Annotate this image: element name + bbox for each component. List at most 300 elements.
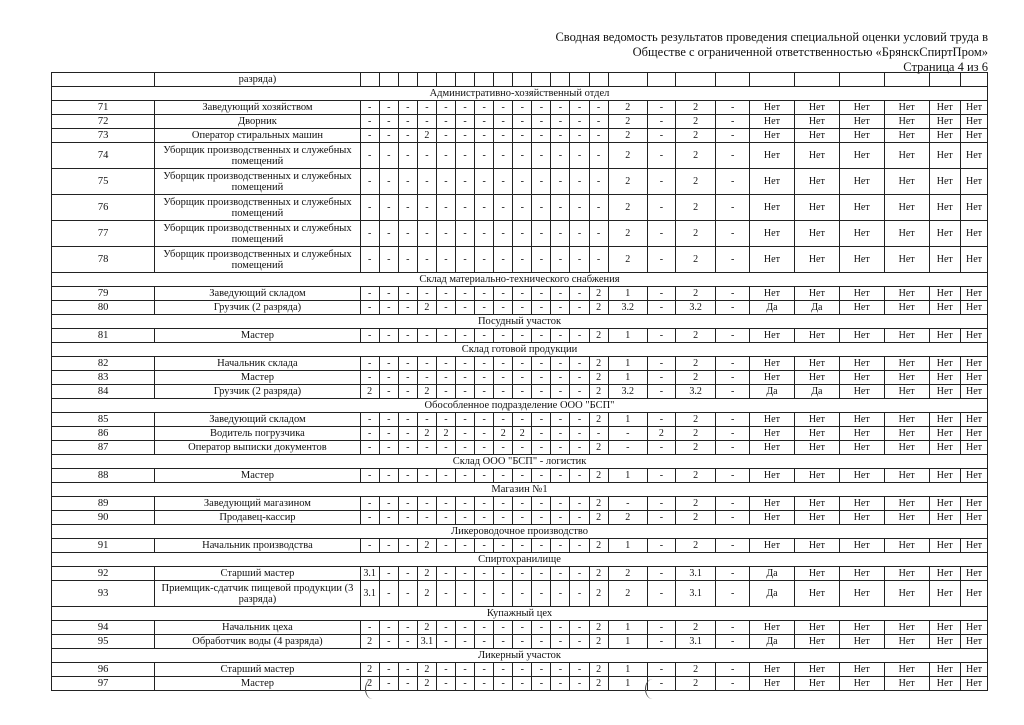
position-name: Начальник склада — [155, 357, 360, 371]
factor-class-cell: - — [551, 677, 570, 691]
factor-class-cell: 2 — [589, 357, 608, 371]
factor-class-cell: 2 — [675, 427, 715, 441]
factor-class-cell: - — [379, 635, 398, 649]
yes-no-cell: Нет — [960, 469, 987, 483]
factor-class-cell: - — [716, 413, 750, 427]
row-number: 75 — [52, 169, 155, 195]
factor-class-cell: 2 — [675, 169, 715, 195]
factor-class-cell: 2 — [589, 329, 608, 343]
factor-class-cell: - — [589, 221, 608, 247]
table-row — [52, 143, 988, 169]
factor-class-cell: - — [456, 413, 475, 427]
factor-class-cell: 1 — [608, 663, 647, 677]
factor-class-cell: - — [513, 329, 532, 343]
yes-no-cell: Нет — [884, 663, 929, 677]
factor-class-cell: - — [570, 101, 589, 115]
factor-class-cell: - — [716, 195, 750, 221]
table-row — [52, 677, 988, 691]
row-number: 76 — [52, 195, 155, 221]
yes-no-cell: Нет — [884, 385, 929, 399]
factor-class-cell: 2 — [589, 497, 608, 511]
factor-class-cell: - — [513, 677, 532, 691]
factor-class-cell: - — [475, 115, 494, 129]
factor-class-cell: - — [379, 677, 398, 691]
yes-no-cell: Нет — [960, 581, 987, 607]
factor-class-cell: - — [647, 221, 675, 247]
factor-class-cell: - — [494, 469, 513, 483]
factor-class-cell: - — [551, 497, 570, 511]
yes-no-cell: Нет — [884, 621, 929, 635]
yes-no-cell: Нет — [884, 247, 929, 273]
factor-class-cell: 1 — [608, 413, 647, 427]
factor-class-cell: 2 — [494, 427, 513, 441]
yes-no-cell: Нет — [960, 221, 987, 247]
yes-no-cell: Нет — [750, 169, 795, 195]
factor-class-cell: 1 — [608, 469, 647, 483]
factor-class-cell: - — [716, 129, 750, 143]
factor-class-cell: - — [716, 469, 750, 483]
yes-no-cell: Нет — [839, 195, 884, 221]
factor-class-cell: - — [551, 581, 570, 607]
yes-no-cell: Нет — [929, 357, 960, 371]
factor-class-cell: - — [417, 329, 436, 343]
factor-class-cell: - — [608, 497, 647, 511]
factor-class-cell: - — [570, 621, 589, 635]
factor-class-cell: - — [379, 221, 398, 247]
factor-class-cell: - — [570, 441, 589, 455]
factor-class-cell: - — [647, 329, 675, 343]
yes-no-cell: Нет — [929, 143, 960, 169]
factor-class-cell: - — [475, 101, 494, 115]
yes-no-cell: Нет — [750, 143, 795, 169]
factor-class-cell: - — [513, 143, 532, 169]
factor-class-cell: - — [417, 115, 436, 129]
position-name: Грузчик (2 разряда) — [155, 385, 360, 399]
factor-class-cell: - — [436, 301, 455, 315]
factor-class-cell: - — [456, 385, 475, 399]
position-name: Грузчик (2 разряда) — [155, 301, 360, 315]
yes-no-cell: Нет — [960, 497, 987, 511]
table-row — [52, 621, 988, 635]
position-name: Приемщик-сдатчик пищевой продукции (3 разряда) — [155, 581, 360, 607]
factor-class-cell: - — [570, 329, 589, 343]
yes-no-cell: Нет — [929, 539, 960, 553]
yes-no-cell: Нет — [960, 635, 987, 649]
yes-no-cell: Нет — [750, 101, 795, 115]
row-number: 90 — [52, 511, 155, 525]
factor-class-cell: 2 — [608, 247, 647, 273]
yes-no-cell: Нет — [750, 129, 795, 143]
yes-no-cell: Нет — [794, 247, 839, 273]
factor-class-cell: - — [513, 663, 532, 677]
factor-class-cell: 2 — [675, 621, 715, 635]
factor-class-cell: - — [570, 195, 589, 221]
row-number: 78 — [52, 247, 155, 273]
row-number: 96 — [52, 663, 155, 677]
yes-no-cell: Нет — [929, 511, 960, 525]
factor-class-cell: - — [513, 469, 532, 483]
factor-class-cell: 2 — [675, 247, 715, 273]
table-row — [52, 169, 988, 195]
factor-class-cell: - — [379, 371, 398, 385]
yes-no-cell: Нет — [929, 101, 960, 115]
factor-class-cell: - — [456, 469, 475, 483]
factor-class-cell: - — [647, 581, 675, 607]
yes-no-cell: Нет — [929, 385, 960, 399]
factor-class-cell: - — [398, 511, 417, 525]
factor-class-cell: - — [532, 143, 551, 169]
section-title: Склад готовой продукции — [52, 343, 988, 357]
row-number: 89 — [52, 497, 155, 511]
yes-no-cell: Да — [750, 567, 795, 581]
yes-no-cell: Нет — [839, 677, 884, 691]
factor-class-cell: - — [716, 567, 750, 581]
yes-no-cell: Нет — [839, 427, 884, 441]
factor-class-cell: - — [475, 581, 494, 607]
yes-no-cell: Нет — [929, 441, 960, 455]
factor-class-cell: - — [417, 143, 436, 169]
factor-class-cell: - — [417, 101, 436, 115]
factor-class-cell: 2 — [647, 427, 675, 441]
factor-class-cell: - — [456, 371, 475, 385]
factor-class-cell: 2 — [589, 539, 608, 553]
row-number: 86 — [52, 427, 155, 441]
factor-class-cell: - — [398, 287, 417, 301]
factor-class-cell: 2 — [589, 469, 608, 483]
row-number: 81 — [52, 329, 155, 343]
factor-class-cell: - — [475, 143, 494, 169]
table-row — [52, 539, 988, 553]
factor-class-cell: - — [436, 221, 455, 247]
factor-class-cell: - — [456, 539, 475, 553]
position-name: Оператор стиральных машин — [155, 129, 360, 143]
factor-class-cell: 2 — [589, 287, 608, 301]
yes-no-cell: Нет — [884, 329, 929, 343]
yes-no-cell: Нет — [960, 677, 987, 691]
factor-class-cell: 3.2 — [675, 385, 715, 399]
yes-no-cell: Нет — [750, 677, 795, 691]
factor-class-cell: - — [551, 441, 570, 455]
yes-no-cell: Нет — [839, 581, 884, 607]
factor-class-cell: - — [513, 441, 532, 455]
factor-class-cell: - — [456, 129, 475, 143]
factor-class-cell: - — [456, 115, 475, 129]
yes-no-cell: Нет — [794, 621, 839, 635]
factor-class-cell: - — [475, 301, 494, 315]
factor-class-cell: - — [513, 357, 532, 371]
factor-class-cell: - — [647, 195, 675, 221]
hole-punch-mark-left — [365, 679, 380, 699]
factor-class-cell: - — [532, 247, 551, 273]
yes-no-cell: Нет — [929, 567, 960, 581]
factor-class-cell: - — [513, 385, 532, 399]
factor-class-cell: - — [417, 371, 436, 385]
factor-class-cell: - — [589, 195, 608, 221]
yes-no-cell: Нет — [960, 567, 987, 581]
factor-class-cell: - — [494, 247, 513, 273]
yes-no-cell: Нет — [839, 469, 884, 483]
factor-class-cell: - — [570, 581, 589, 607]
yes-no-cell: Нет — [884, 169, 929, 195]
factor-class-cell: 3.1 — [360, 567, 379, 581]
factor-class-cell: - — [494, 115, 513, 129]
factor-class-cell: - — [456, 195, 475, 221]
yes-no-cell: Нет — [929, 621, 960, 635]
factor-class-cell: 2 — [675, 143, 715, 169]
factor-class-cell: - — [716, 221, 750, 247]
table-row — [52, 329, 988, 343]
factor-class-cell: - — [570, 357, 589, 371]
factor-class-cell: - — [551, 539, 570, 553]
yes-no-cell: Нет — [750, 287, 795, 301]
yes-no-cell: Нет — [839, 169, 884, 195]
factor-class-cell: - — [398, 221, 417, 247]
yes-no-cell: Нет — [750, 371, 795, 385]
section-header-row — [52, 649, 988, 663]
factor-class-cell: - — [475, 287, 494, 301]
factor-class-cell: - — [398, 663, 417, 677]
results-table — [51, 72, 988, 691]
factor-class-cell: 2 — [513, 427, 532, 441]
yes-no-cell: Нет — [960, 301, 987, 315]
factor-class-cell: - — [398, 143, 417, 169]
row-number: 79 — [52, 287, 155, 301]
factor-class-cell: - — [570, 469, 589, 483]
factor-class-cell: 2 — [589, 635, 608, 649]
yes-no-cell: Нет — [960, 413, 987, 427]
factor-class-cell: - — [513, 371, 532, 385]
yes-no-cell: Нет — [929, 287, 960, 301]
factor-class-cell: - — [456, 621, 475, 635]
factor-class-cell: - — [379, 469, 398, 483]
position-name: Дворник — [155, 115, 360, 129]
table-row — [52, 195, 988, 221]
row-number: 74 — [52, 143, 155, 169]
section-header-row — [52, 315, 988, 329]
factor-class-cell: - — [494, 621, 513, 635]
yes-no-cell: Нет — [884, 371, 929, 385]
factor-class-cell: - — [456, 581, 475, 607]
factor-class-cell: - — [513, 567, 532, 581]
yes-no-cell: Да — [750, 301, 795, 315]
yes-no-cell: Нет — [750, 115, 795, 129]
yes-no-cell: Нет — [794, 143, 839, 169]
yes-no-cell: Нет — [960, 129, 987, 143]
factor-class-cell: - — [532, 169, 551, 195]
factor-class-cell: - — [647, 169, 675, 195]
yes-no-cell: Нет — [794, 497, 839, 511]
factor-class-cell: - — [570, 413, 589, 427]
table-row — [52, 115, 988, 129]
factor-class-cell: - — [513, 539, 532, 553]
factor-class-cell: - — [532, 385, 551, 399]
factor-class-cell: - — [417, 287, 436, 301]
factor-class-cell: - — [716, 441, 750, 455]
yes-no-cell: Нет — [960, 329, 987, 343]
factor-class-cell: 2 — [417, 621, 436, 635]
yes-no-cell: Нет — [839, 663, 884, 677]
factor-class-cell: - — [532, 581, 551, 607]
factor-class-cell: - — [436, 101, 455, 115]
table-row — [52, 581, 988, 607]
row-number: 87 — [52, 441, 155, 455]
yes-no-cell: Нет — [929, 635, 960, 649]
factor-class-cell: - — [551, 511, 570, 525]
factor-class-cell: 2 — [608, 101, 647, 115]
yes-no-cell: Нет — [960, 441, 987, 455]
factor-class-cell: - — [494, 581, 513, 607]
factor-class-cell: - — [456, 101, 475, 115]
factor-class-cell: - — [475, 663, 494, 677]
factor-class-cell: - — [379, 427, 398, 441]
factor-class-cell: - — [475, 169, 494, 195]
factor-class-cell: 2 — [675, 221, 715, 247]
yes-no-cell: Нет — [794, 511, 839, 525]
factor-class-cell: - — [456, 357, 475, 371]
factor-class-cell: - — [475, 539, 494, 553]
factor-class-cell: - — [532, 511, 551, 525]
section-title: Посудный участок — [52, 315, 988, 329]
yes-no-cell: Нет — [960, 663, 987, 677]
factor-class-cell: 2 — [589, 301, 608, 315]
yes-no-cell: Нет — [839, 101, 884, 115]
factor-class-cell: 2 — [417, 539, 436, 553]
factor-class-cell: - — [456, 329, 475, 343]
factor-class-cell: - — [513, 301, 532, 315]
factor-class-cell: 1 — [608, 329, 647, 343]
yes-no-cell: Нет — [794, 663, 839, 677]
row-number: 94 — [52, 621, 155, 635]
yes-no-cell: Нет — [960, 115, 987, 129]
factor-class-cell: - — [379, 511, 398, 525]
factor-class-cell: 2 — [417, 385, 436, 399]
yes-no-cell: Нет — [794, 287, 839, 301]
factor-class-cell: - — [551, 413, 570, 427]
factor-class-cell: 2 — [675, 357, 715, 371]
factor-class-cell: 3.1 — [675, 581, 715, 607]
factor-class-cell: - — [398, 581, 417, 607]
factor-class-cell: - — [570, 511, 589, 525]
table-row — [52, 385, 988, 399]
factor-class-cell: - — [647, 441, 675, 455]
factor-class-cell: - — [456, 497, 475, 511]
factor-class-cell: - — [551, 371, 570, 385]
factor-class-cell: - — [494, 301, 513, 315]
yes-no-cell: Нет — [839, 539, 884, 553]
factor-class-cell: - — [456, 567, 475, 581]
yes-no-cell: Нет — [794, 677, 839, 691]
factor-class-cell: 2 — [360, 677, 379, 691]
yes-no-cell: Нет — [884, 539, 929, 553]
factor-class-cell: - — [716, 115, 750, 129]
factor-class-cell: - — [379, 621, 398, 635]
factor-class-cell: - — [716, 143, 750, 169]
factor-class-cell: - — [513, 247, 532, 273]
row-number: 93 — [52, 581, 155, 607]
factor-class-cell: - — [436, 413, 455, 427]
row-number: 88 — [52, 469, 155, 483]
position-name: Водитель погрузчика — [155, 427, 360, 441]
factor-class-cell: - — [716, 329, 750, 343]
factor-class-cell: 2 — [360, 385, 379, 399]
section-title: Склад материально-технического снабжения — [52, 273, 988, 287]
factor-class-cell: - — [456, 635, 475, 649]
yes-no-cell: Нет — [839, 413, 884, 427]
yes-no-cell: Нет — [794, 539, 839, 553]
factor-class-cell: - — [360, 441, 379, 455]
row-number: 71 — [52, 101, 155, 115]
yes-no-cell: Нет — [884, 413, 929, 427]
factor-class-cell: - — [494, 497, 513, 511]
factor-class-cell: - — [398, 427, 417, 441]
yes-no-cell: Нет — [794, 635, 839, 649]
row-number: 97 — [52, 677, 155, 691]
factor-class-cell: - — [379, 329, 398, 343]
factor-class-cell: - — [513, 621, 532, 635]
table-row — [52, 287, 988, 301]
factor-class-cell: - — [417, 413, 436, 427]
factor-class-cell: - — [532, 663, 551, 677]
factor-class-cell: - — [360, 357, 379, 371]
factor-class-cell: 2 — [608, 143, 647, 169]
factor-class-cell: - — [513, 581, 532, 607]
factor-class-cell: - — [647, 635, 675, 649]
factor-class-cell: - — [551, 169, 570, 195]
section-title: Обособленное подразделение ООО "БСП" — [52, 399, 988, 413]
factor-class-cell: - — [436, 247, 455, 273]
factor-class-cell: - — [475, 469, 494, 483]
factor-class-cell: 2 — [675, 195, 715, 221]
factor-class-cell: - — [570, 427, 589, 441]
yes-no-cell: Нет — [750, 497, 795, 511]
table-row — [52, 427, 988, 441]
factor-class-cell: - — [570, 371, 589, 385]
row-number: 85 — [52, 413, 155, 427]
factor-class-cell: - — [570, 677, 589, 691]
table-row — [52, 413, 988, 427]
factor-class-cell: - — [417, 441, 436, 455]
yes-no-cell: Нет — [750, 427, 795, 441]
position-name: Начальник цеха — [155, 621, 360, 635]
document-header — [555, 30, 988, 75]
factor-class-cell: - — [551, 301, 570, 315]
factor-class-cell: - — [360, 143, 379, 169]
factor-class-cell: 3.1 — [360, 581, 379, 607]
factor-class-cell: - — [436, 357, 455, 371]
section-header-row — [52, 87, 988, 101]
factor-class-cell: - — [647, 287, 675, 301]
factor-class-cell: - — [398, 357, 417, 371]
yes-no-cell: Нет — [884, 469, 929, 483]
factor-class-cell: - — [456, 247, 475, 273]
factor-class-cell: - — [551, 195, 570, 221]
factor-class-cell: - — [647, 115, 675, 129]
factor-class-cell: - — [532, 567, 551, 581]
yes-no-cell: Да — [794, 385, 839, 399]
factor-class-cell: - — [398, 371, 417, 385]
factor-class-cell: - — [647, 567, 675, 581]
factor-class-cell: - — [513, 101, 532, 115]
factor-class-cell: - — [475, 129, 494, 143]
table-row — [52, 511, 988, 525]
factor-class-cell: 2 — [417, 677, 436, 691]
factor-class-cell: - — [360, 621, 379, 635]
factor-class-cell: - — [589, 247, 608, 273]
factor-class-cell: - — [494, 371, 513, 385]
yes-no-cell: Нет — [929, 195, 960, 221]
factor-class-cell: 2 — [608, 581, 647, 607]
factor-class-cell: 2 — [675, 441, 715, 455]
